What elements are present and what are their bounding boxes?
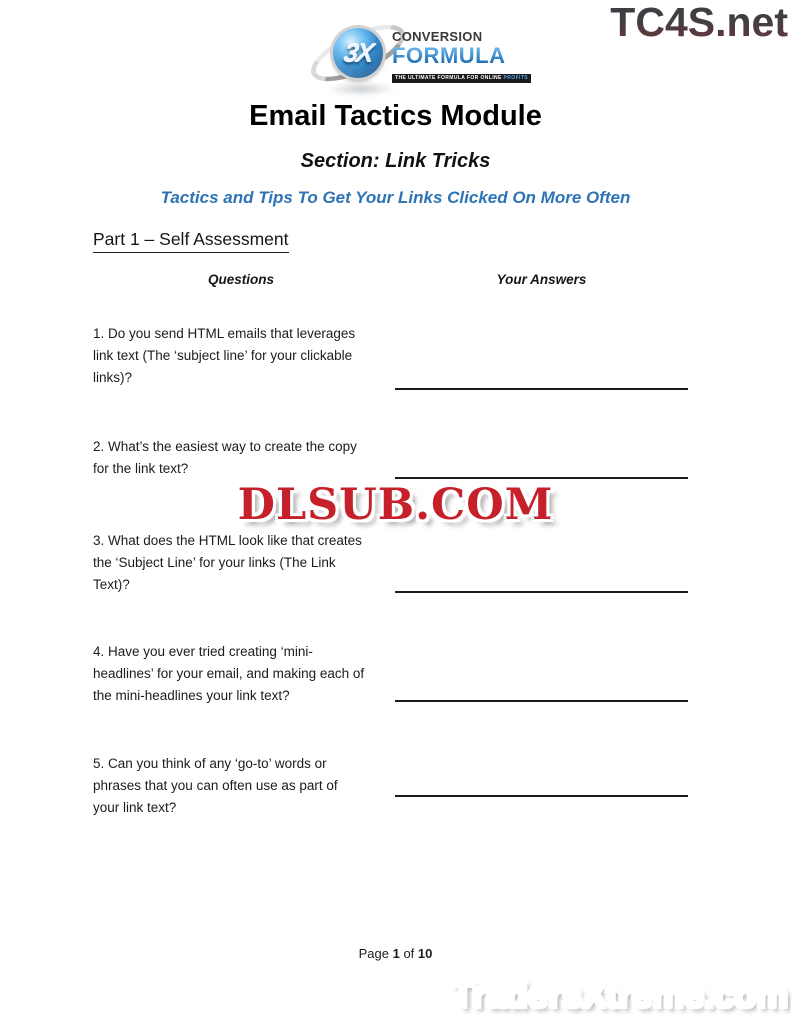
question-1-line: 1. Do you send HTML emails that leverages [93,326,356,341]
question-4 [93,641,395,707]
question-3-line: 3. What does the HTML look like that creates [93,533,362,548]
tc4s-watermark: TC4S.net [610,0,788,45]
question-5-line: phrases that you can often use as part of [93,778,338,793]
logo-badge-text: 3X [342,37,375,68]
footer-total-pages: 10 [417,946,433,961]
question-2-line: for the link text? [93,461,189,476]
logo-tagline-text: THE ULTIMATE FORMULA FOR ONLINE [395,75,502,81]
question-4-line: headlines’ for your email, and making each of [93,666,365,681]
question-4-line: the mini-headlines your link text? [93,688,290,703]
footer-of-word: of [403,946,415,961]
logo-tagline [392,74,531,83]
logo-reflection [326,82,396,96]
question-2-line: 2. What’s the easiest way to create the copy [93,439,357,454]
conversion-formula-logo [318,8,529,100]
footer-page-word: Page [358,946,389,961]
section-heading: Section: Link Tricks [300,150,491,172]
part-heading [93,229,289,253]
logo-brand-line2: FORMULA [392,45,531,67]
answer-line-1[interactable] [395,388,688,390]
answer-line-5[interactable] [395,795,688,797]
answer-line-4[interactable] [395,700,688,702]
tradersxtreme-watermark: TradersXtreme.com [451,974,788,1015]
answer-line-2[interactable] [395,477,688,479]
dlsub-watermark: DLSUB.COM [237,480,554,530]
question-5 [93,753,395,819]
page-title: Email Tactics Module [249,100,542,132]
questions-column-header: Questions [207,272,274,287]
question-2 [93,436,395,480]
question-3-line: Text)? [93,577,130,592]
subtitle: Tactics and Tips To Get Your Links Clicked On More Often [160,188,631,207]
part-heading-text: Part 1 – Self Assessment [93,229,289,253]
answer-line-3[interactable] [395,591,688,593]
answers-column-header: Your Answers [496,272,587,287]
logo-3x-badge-icon [333,28,383,78]
logo-wordmark [392,30,531,83]
question-1-line: link text (The ‘subject line’ for your clickable [93,348,353,363]
question-4-line: 4. Have you ever tried creating ‘mini- [93,644,313,659]
question-3 [93,530,395,596]
question-1 [93,323,395,389]
question-1-line: links)? [93,370,133,385]
logo-brand-line1: CONVERSION [392,29,483,44]
footer-page-number: 1 [392,946,400,961]
question-5-line: your link text? [93,800,177,815]
logo-tagline-accent: PROFITS [503,75,529,81]
question-5-line: 5. Can you think of any ‘go-to’ words or [93,756,327,771]
page-number-footer [0,946,791,961]
question-3-line: the ‘Subject Line’ for your links (The Link [93,555,336,570]
